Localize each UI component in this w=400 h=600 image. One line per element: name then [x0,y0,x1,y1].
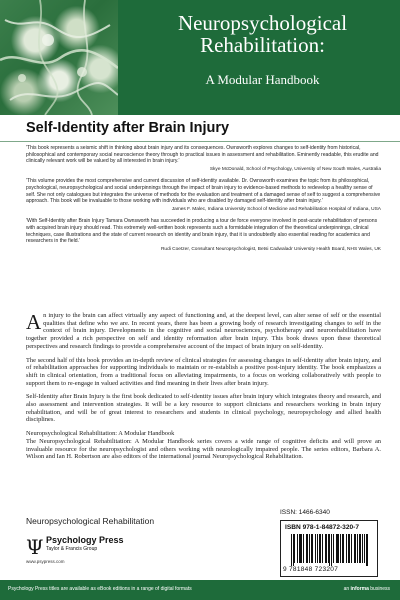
publisher-group: Taylor & Francis Group [46,546,98,552]
review-author: Skye McDonald, School of Psychology, University of New South Wales, Australia [209,166,381,172]
review-quote: 'With Self-Identity after Brain Injury Tamara Ownsworth has succeeded in producing a tour de force everyone involved in post-acute rehabilitation of persons with acquired brain injury should read. This extremely well-written book represents such a formidable integration of the theoretical underpinnings, clinical techniques, case illustrations and the state of current research on identity and brain injury, that it is undoubtedly also essential reading for academics and researchers in the field.' [26,218,378,245]
barcode-icon [291,534,369,566]
publisher-logo-block [26,533,156,568]
series-heading: Neuropsychological Rehabilitation: A Modular Handbook [26,430,175,438]
series-subtitle: A Modular Handbook [205,72,320,87]
blurb-paragraph-text: n injury to the brain can affect virtually any aspect of functioning and, at the deepest level, can alter sense of self or the essential qualities that define who we are. In recent years, there has been a growing body of research investigating changes to self in the context of brain injury. Developments in the cognitive and social neurosciences, psychotherapy and neurorehabilitation have together provided a rich perspective on self and identity reformation after brain injury. This book draws upon these theoretical perspectives and research findings to provide a comprehensive account of the impact of brain injury on self-identity. [26,312,381,350]
book-title: Self-Identity after Brain Injury [26,120,230,136]
publisher-url: www.psypress.com [26,559,65,564]
brand-prefix: an [343,586,350,592]
review-item [26,218,381,253]
psi-logo-icon: Ψ [26,535,44,559]
barcode-box [280,520,378,577]
title-divider [0,141,400,142]
blurb-body [26,312,381,467]
brand-name: informa [350,586,369,592]
footer-series-label: Neuropsychological Rehabilitation [26,516,155,526]
informa-brand [344,586,390,592]
publisher-name: Psychology Press [46,535,124,545]
series-description: The Neuropsychological Rehabilitation: A Modular Handbook series covers a wide range of cognitive deficits and will prove an invaluable resource for the neuropsychologist and others working with neurologically impaired people. The series editors, Barbara A. Wilson and Ian H. Robertson are also editors of the international journal Neuropsychological Rehabilitation. [26,437,381,461]
review-author: James F. Malec, Indiana University School of Medicine and Rehabilitation Hospital of Indiana, USA [171,206,381,212]
barcode-digits: 9 781848 723207 [283,566,339,573]
isbn-label: ISBN 978-1-84872-320-7 [285,524,360,531]
review-item [26,178,381,213]
issn-label: ISSN: 1466-6340 [280,509,330,516]
footer-bar [0,580,400,600]
ebook-notice: Psychology Press titles are available as eBook editions in a range of digital formats [8,586,192,592]
reviews-section [26,145,381,258]
brand-suffix: business [370,586,390,592]
drop-cap: A [26,310,42,334]
review-quote: 'This volume provides the most comprehensive and current discussion of self-identity available. Dr. Ownsworth examines the topic from its philosophical, psychological, neuropsychological and social underpinnings through the impact of brain injury to evidence-based methods to redevelop a healthy sense of self. She not only catalogues but integrates the universe of methods for the evaluation and treatment of a damaged sense of self to suggest a comprehensive approach. This book will be invaluable to those working with individuals who are disabled by damaged self-identity after brain injury.' [26,178,381,205]
cover-header-band [0,0,400,115]
review-item [26,145,381,173]
blurb-paragraph: Self-Identity after Brain Injury is the first book dedicated to self-identity issues after brain injury which integrates theory and research, and also assessment and intervention strategies. It will be a key resource to support clinicians and researchers working in brain injury rehabilitation, and will be of great interest to researchers and students in clinical psychology, neuropsychology and allied health disciplines. [26,393,381,424]
header-photo [0,0,118,115]
series-title: Neuropsychological Rehabilitation: [177,11,348,57]
neuron-photo-graphic [0,0,118,115]
review-author: Rudi Coetzer, Consultant Neuropsychologist, Betsi Cadwaladr University Health Board, NHS Wales, UK [160,246,381,252]
blurb-paragraph: The second half of this book provides an in-depth review of clinical strategies for assessing changes in self-identity after brain injury, and of rehabilitation approaches for supporting individuals to maintain or re-establish a positive post-injury identity. The book emphasizes a shift in clinical orientation, from a traditional focus on alleviating impairments, to a focus on working collaboratively with people to support them to re-engage in valued activities and find meaning in their lives after brain injury. [26,356,381,387]
blurb-paragraph [26,312,381,351]
review-quote: 'This book represents a seismic shift in thinking about brain injury and its consequences. Ownsworth explores changes to self-identity from historical, philosophical and contemporary social neuroscience theory through to practical issues in assessment and rehabilitation. Eminently readable, this erudite and clinically relevant work will be valued by all interested in brain injury.' [26,145,379,165]
